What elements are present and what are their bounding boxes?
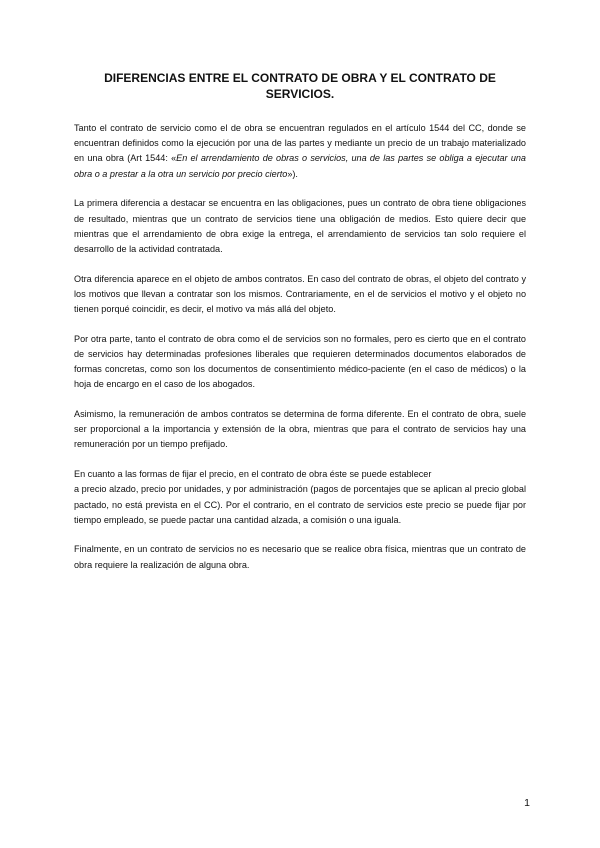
paragraph-legal-basis: [74, 121, 526, 182]
quote-closing: »).: [287, 168, 298, 179]
page-number: 1: [524, 797, 530, 809]
paragraph-remuneration: Asimismo, la remuneración de ambos contratos se determina de forma diferente. En el contrato de obra, suele ser proporcional a la importancia y extensión de la obra, mientras que para el contrato de servicios hay una remuneración por un tiempo prefijado.: [74, 409, 526, 450]
paragraph-pricing: [74, 467, 526, 528]
paragraph-pricing-first-line: En cuanto a las formas de fijar el precio, en el contrato de obra éste se puede establecer: [74, 469, 432, 480]
paragraph-legal-basis-text: Tanto el contrato de servicio como el de obra se encuentran regulados en el artículo 1544 del CC, donde se encuentran definidos como la ejecución por una de las partes y mediante un precio de un trabajo materializado en una obra (Art 1544: «: [74, 123, 526, 164]
paragraph-conclusion: Finalmente, en un contrato de servicios no es necesario que se realice obra física, mientras que un contrato de obra requiere la realización de alguna obra.: [74, 544, 526, 570]
paragraph-pricing-rest: a precio alzado, precio por unidades, y por administración (pagos de porcentajes que se aplican al precio global pactado, no está prevista en el CC). Por el contrario, en el contrato de servicios este precio se puede fijar por tiempo empleado, se puede pactar una cantidad alzada, a comisión o una iguala.: [74, 484, 526, 525]
paragraph-formality: Por otra parte, tanto el contrato de obra como el de servicios son no formales, pero es cierto que en el contrato de servicios hay determinadas profesiones liberales que requieren determinados documentos elaborados de formas concretas, como son los documentos de consentimiento médico-paciente (en el caso de médicos) o la hoja de encargo en el caso de los abogados.: [74, 333, 526, 390]
article-1544-quote: En el arrendamiento de obras o servicios, una de las partes se obliga a ejecutar una obra o a prestar a la otra un servicio por precio cierto: [74, 153, 526, 179]
document-title: DIFERENCIAS ENTRE EL CONTRATO DE OBRA Y EL CONTRATO DE SERVICIOS.: [104, 71, 496, 101]
paragraph-object: Otra diferencia aparece en el objeto de ambos contratos. En caso del contrato de obras, el objeto del contrato y los motivos que llevan a contratar son los mismos. Contrariamente, en el de servicios el motivo y el objeto no tienen porqué coincidir, es decir, el motivo va más allá del objeto.: [74, 273, 526, 315]
paragraph-obligations: La primera diferencia a destacar se encuentra en las obligaciones, pues un contrato de obra tiene obligaciones de resultado, mientras que un contrato de servicios tiene una obligación de medios. Esto quiere decir que mientras que el arrendamiento de obra exige la entrega, el arrendamiento de servicios tan solo requiere el desarrollo de la actividad contratada.: [74, 198, 526, 254]
document-body: [74, 121, 526, 587]
